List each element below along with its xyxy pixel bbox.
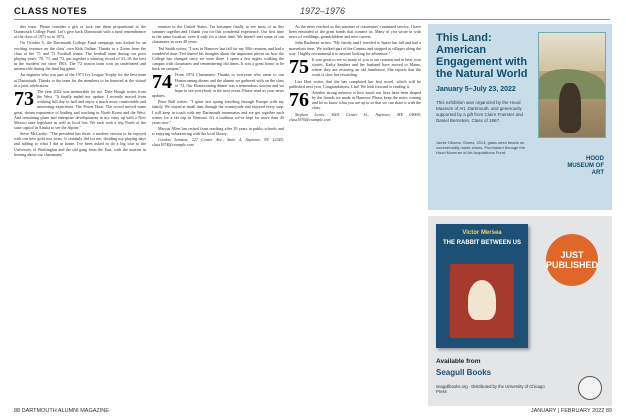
note-text: Another strong memory is how much our lives have been shaped by the friends we made in Hanover. Please keep the notes coming and let us know what you are up to so that we can share it with the class. <box>312 89 421 111</box>
ad-credit: Jamie Okuma, Shoes, 2013, glass seed beads on commercially made shoes. Purchased through the Hood Museum of Art Acquisitions Fund. <box>436 140 525 155</box>
class-years: 1972–1976 <box>300 6 346 16</box>
paragraph: reunion in the United States. I'm fortunate finally to see most of us this summer together and I thank you for this wonderful experience. Our first time in the same location, even if only for a short time. We haven't met some of our classmates in over 40 years. <box>152 24 284 45</box>
footer-right: JANUARY | FEBRUARY 2022 89 <box>530 408 612 414</box>
image-sky <box>539 33 605 71</box>
artwork-image <box>538 32 606 138</box>
paragraph: An engineer who was part of the 1973 Ivy League Trophy for the best team at Dartmouth. Thanks to the team for the members to be honored at the virtual in a joint celebration. <box>14 72 146 88</box>
book-author: Victor Mersea <box>462 230 502 236</box>
class-year-label: 75 <box>289 55 309 78</box>
university-seal-icon <box>578 376 602 400</box>
distribution-note: seagullbooks.org · Distributed by the University of Chicago Press <box>436 384 545 394</box>
class-note <box>289 57 421 78</box>
book-ad[interactable] <box>428 216 612 406</box>
footer-left: 88 DARTMOUTH ALUMNI MAGAZINE <box>14 408 109 414</box>
paragraph: Lisa Hart writes that she has completed her first novel, which will be published next year. Congratulations, Lisa! We look forward to reading it. <box>289 78 421 89</box>
paragraph: this issue. Please consider a gift or tuck one them proportional to the Dartmouth College Fund. Let's give back Dartmouth with a fund remembrance of the class of 1971 so to 1972. <box>14 24 146 40</box>
class-year-label: 76 <box>289 88 309 111</box>
paragraph: On October 5, the Dartmouth College Fund campaign was kicked by an exciting overture on the class' own Kids Online. Thanks to a Zoom from the class of the '71 and '72 Football teams. The football team during our prior playing years, '70, '71, and '72, put together a winning record of 33–10, the best in the 'modern' era since 1903. The '72 season team won an undefeated and unseen title during the final big game. <box>14 40 146 72</box>
image-figure <box>559 83 581 133</box>
book-cover <box>436 224 528 348</box>
just-published-badge <box>546 234 598 286</box>
paragraph: Ted Smith writes: "I was in Hanover last fall for my 50th reunion, and had a wonderful time. Ted shared his thoughts about the important pieces on how the College has changed since we were there. I spent a few nights walking the campus with classmates and remembering old times. It was a great honor to be back on campus." <box>152 45 284 72</box>
class-note <box>289 90 421 111</box>
badge-text: JUST PUBLISHED <box>546 250 599 270</box>
paragraph: Steve McCarthy: "The president has three, a modern version to be enjoyed with our new gold two years. It certainly did for me, dividing my playing days and adding to what I did at home. I've been asked to do a big tour to the University of Washington and the old gang from the East, with the interest in hearing about our classmates." <box>14 131 146 157</box>
class-year-label: 74 <box>152 71 172 94</box>
column-1 <box>14 24 146 405</box>
class-year-label: 73 <box>14 87 34 110</box>
section-title: CLASS NOTES <box>14 6 88 17</box>
column-3 <box>289 24 421 405</box>
header-rule <box>14 19 610 20</box>
class-note <box>152 72 284 98</box>
museum-logo: HOOD MUSEUM OF ART <box>567 156 604 176</box>
rabbit-illustration <box>468 280 496 320</box>
publisher-link[interactable]: Seagull Books <box>436 368 492 377</box>
availability-label: Available from <box>436 358 481 365</box>
paragraph: Marcus Allen has retired from teaching after 35 years in public schools and is enjoying volunteering with the local library. <box>152 125 284 137</box>
ad-title: This Land: American Engagement with the Natural World <box>436 32 528 80</box>
book-cover-art <box>450 264 514 338</box>
paragraph: John Bachman writes: "My family and I traveled to Spain last fall and had a marvelous time. We walked part of the Camino and stopped at villages along the way. I highly recommend it to anyone looking for adventure." <box>289 40 421 56</box>
note-text: From 1974 Classmates: Thanks to everyone who came to our Homecoming dinner and the alumni we gathered with on the class of '74. Our Homecoming dinner was a tremendous success and we hope to see everybody at the next event. Please send us your news updates. <box>152 72 284 99</box>
ad-body: This exhibition was organized by the Hood Museum of Art, Dartmouth, and generously supported by a gift from Claire Foerster and Daniel Bernstein, Class of 1967. <box>436 100 524 123</box>
class-secretary-signature: Gordon Jemison, 227 Center Ave., Suite 4, Anytown, NY 12345; class1974@example.com <box>152 137 284 148</box>
class-secretary-signature: Stephen Lewis, 4601 Center St., Anytown, ME 04000; class1976@example.com <box>289 111 421 122</box>
note-text: It was great to see so many of you at our reunion and to hear your stories. Kathy Sanders and her husband have moved to Maine, where they are restoring an old farmhouse. She reports that the work is slow but rewarding. <box>312 56 421 78</box>
column-2 <box>152 24 284 405</box>
ad-dates: January 5–July 23, 2022 <box>436 86 516 93</box>
paragraph: As the news reached us this summer of classmates' continued service, I have been reminded of the great bonds that connect us. Many of you wrote in with news of weddings, grandchildren and new careers. <box>289 24 421 40</box>
note-text: The year 2022 was memorable for me. Dale Hough writes from the West. "It finally ended my update. I recently moved from working full day to half and enjoy a much more comfortable and interesting experience. The Power Hour. The crowd moved some great, dream experience of leading and teaching in North Korea and the West. And remaining plans and enterprise developments in my entry up with a New Mexico state legislator as well as local lots. We each took a trip North of the state capitol in Alaska to see the Alpine." <box>14 88 146 130</box>
class-note <box>14 89 146 130</box>
museum-ad[interactable] <box>428 24 612 210</box>
book-title: THE RABBIT BETWEEN US <box>443 240 521 246</box>
paragraph: Peter Ball writes: "I spent last spring traveling through Europe with my family. We stayed at small inns through the countryside and enjoyed every stop. I still keep in touch with my Dartmouth roommates and we get together each winter for a ski trip in Vermont. It's a tradition we've kept for more than 40 years now." <box>152 99 284 125</box>
